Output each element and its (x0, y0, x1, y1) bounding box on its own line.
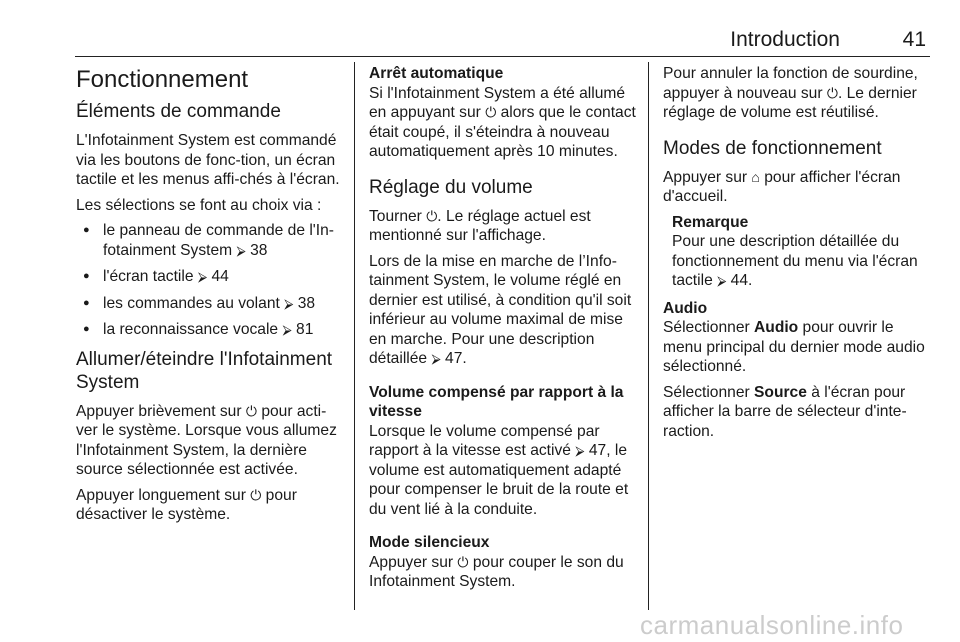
column-1 (76, 64, 344, 531)
note-title: Remarque (672, 213, 749, 231)
list-item: ● la reconnaissance vocale ⮚ 81 (76, 320, 344, 340)
page-ref-icon: ⮚ (284, 295, 294, 311)
header-title: Introduction (730, 28, 840, 51)
page-ref: 44. (730, 272, 753, 289)
page-ref: 47. (445, 350, 467, 367)
subsection-title: Modes de fonctionnement (663, 137, 882, 159)
power-icon: ⏻ (485, 104, 497, 120)
paragraph: Appuyer brièvement sur ⏻ pour acti-ver le système. Lorsque vous allumez l'Infotainment System, la dernière source sélectionnée est activée. (76, 402, 337, 478)
page-header (720, 26, 930, 56)
column-2 (369, 64, 637, 598)
paragraph: Lorsque le volume compensé par rapport à la vitesse est activé ⮚ 47, le volume est automatiquement adapté pour compenser le bruit de la route et du vent lié à la conduite. (369, 422, 629, 518)
list-item: ● les commandes au volant ⮚ 38 (76, 294, 344, 314)
page-ref-icon: ⮚ (431, 351, 441, 366)
page-ref-icon: ⮚ (197, 269, 208, 284)
subsection-title: Allumer/éteindre l'Infotainment System (76, 348, 333, 393)
column-3 (663, 64, 933, 447)
power-icon: ⏻ (457, 553, 469, 570)
column-divider (354, 62, 355, 610)
paragraph: Pour annuler la fonction de sourdine, appuyer à nouveau sur ⏻. Le dernier réglage de volume est réutilisé. (663, 65, 918, 121)
page-ref-icon: ⮚ (717, 273, 727, 288)
page-ref: 81 (296, 321, 314, 338)
note-text: Pour une description détaillée du fonctionnement du menu via l'écran tactile (672, 233, 918, 289)
subsection-title: Éléments de commande (76, 101, 281, 122)
paragraph: Les sélections se font au choix via : (76, 196, 322, 214)
home-icon: ⌂ (751, 168, 760, 185)
page-ref-icon: ⮚ (575, 443, 585, 458)
bullet-list (76, 221, 344, 340)
power-icon: ⏻ (426, 207, 438, 224)
paragraph: Sélectionner Source à l'écran pour afficher la barre de sélecteur d'inte-raction. (663, 383, 907, 440)
power-icon: ⏻ (250, 486, 262, 503)
list-item: ● le panneau de commande de l'In-fotainment System ⮚ 38 (76, 221, 344, 260)
page-ref: 38 (250, 241, 268, 259)
paragraph: Sélectionner Audio pour ouvrir le menu principal du dernier mode audio sélectionné. (663, 319, 925, 375)
page-ref: 38 (297, 294, 316, 312)
paragraph: Appuyer longuement sur ⏻ pour désactiver le système. (76, 486, 297, 523)
page-ref-icon: ⮚ (236, 242, 246, 258)
ui-term: Audio (754, 319, 799, 336)
column-divider (648, 62, 649, 610)
page-number: 41 (902, 28, 926, 51)
section-title: Fonctionnement (76, 66, 249, 93)
watermark: carmanualsonline.info (640, 610, 904, 640)
paragraph-heading: Mode silencieux (369, 534, 490, 551)
page-ref: 47, (588, 442, 611, 459)
paragraph-heading: Arrêt automatique (369, 65, 504, 82)
subsection-title: Réglage du volume (369, 176, 533, 198)
page-ref-icon: ⮚ (282, 322, 292, 337)
ui-term: Source (754, 383, 807, 401)
paragraph: Appuyer sur ⏻ pour couper le son du Infotainment System. (369, 553, 624, 590)
note-box (663, 213, 933, 291)
paragraph: Tourner ⏻. Le réglage actuel est mentionné sur l'affichage. (369, 207, 591, 244)
paragraph: Appuyer sur ⌂ pour afficher l'écran d'accueil. (663, 168, 901, 205)
power-icon: ⏻ (826, 84, 838, 101)
power-icon: ⏻ (245, 402, 257, 419)
header-rule (75, 56, 930, 57)
paragraph-heading: Audio (663, 299, 708, 317)
paragraph-heading: Volume compensé par rapport à la vitesse (369, 383, 624, 420)
paragraph: L'Infotainment System est commandé via les boutons de fonc-tion, un écran tactile et les menus affi-chés à l'écran. (76, 132, 340, 188)
paragraph: Si l'Infotainment System a été allumé en appuyant sur ⏻ alors que le contact était coupé, il s'éteindra à nouveau automatiquement après 10 minutes. (369, 84, 636, 160)
page-ref: 44 (211, 268, 229, 285)
paragraph: Lors de la mise en marche de l’Info-tainment System, le volume réglé en dernier est utilisé, à condition qu'il soit inférieur au volume maximal de mise en marche. Pour une description détaillée ⮚ 47. (369, 252, 632, 367)
list-item: ● l'écran tactile ⮚ 44 (76, 267, 344, 287)
